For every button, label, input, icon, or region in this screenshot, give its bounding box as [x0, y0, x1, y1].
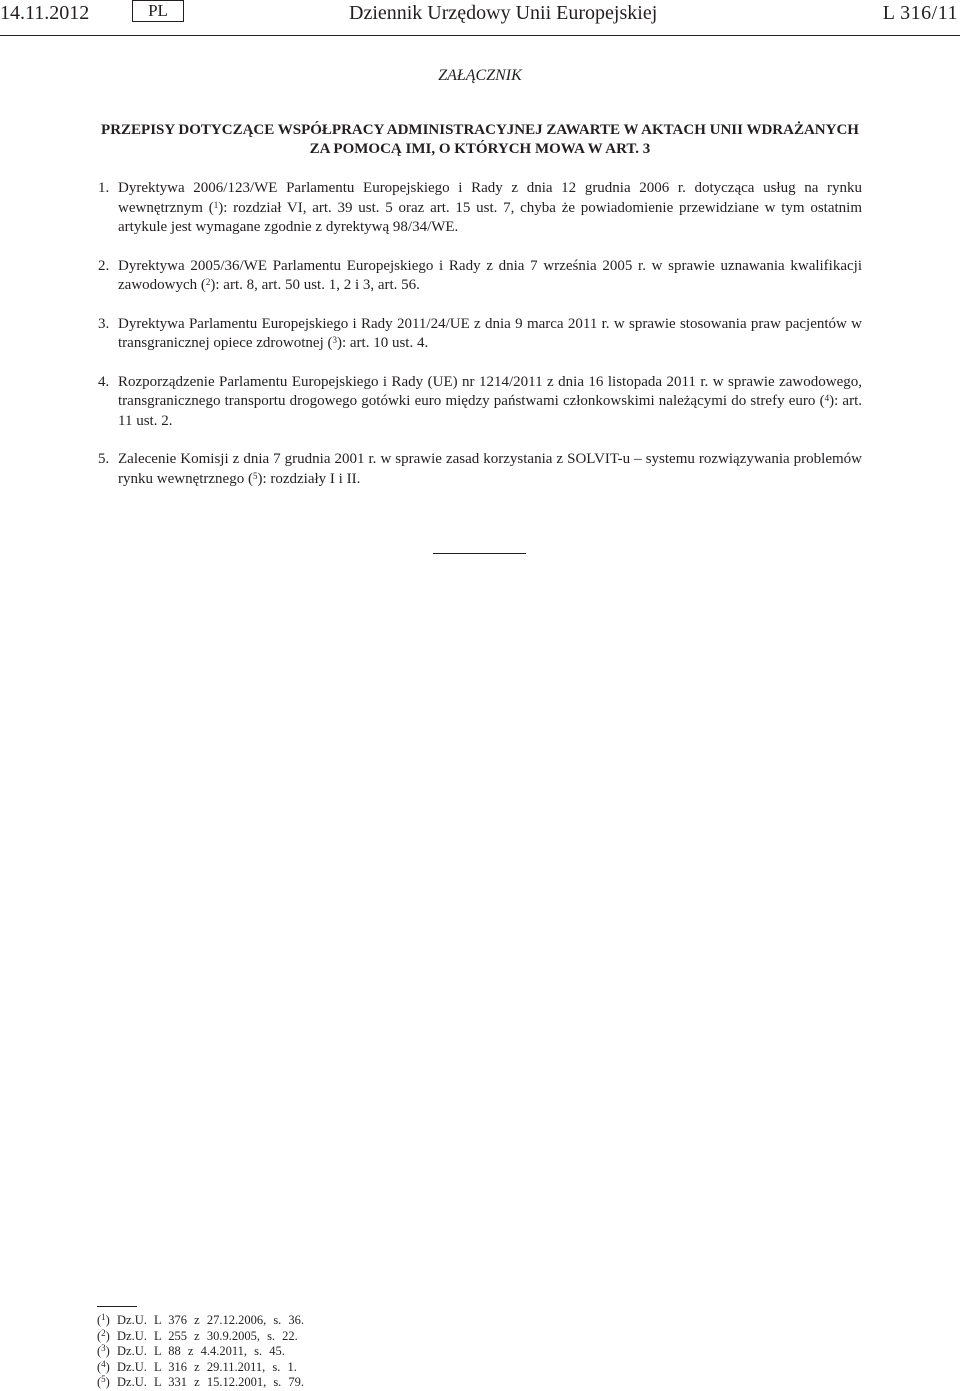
footnote-number: 2	[101, 1327, 106, 1338]
footnote-number: 3	[101, 1343, 106, 1353]
footnote-marker: ($^1$)	[97, 1312, 110, 1327]
item-number: 4.	[98, 373, 110, 390]
footnote-marker: ($^5$)	[97, 1374, 110, 1389]
footnote-text: Dz.U. L 331 z 15.12.2001, s. 79.	[117, 1375, 305, 1389]
list-item	[98, 179, 862, 238]
list-item	[98, 315, 862, 354]
section-separator	[433, 553, 526, 554]
footnote-text: Dz.U. L 316 z 29.11.2011, s. 1.	[117, 1359, 297, 1374]
heading-line-1: PRZEPISY DOTYCZĄCE WSPÓŁPRACY ADMINISTRACYJNEJ ZAWARTE W AKTACH UNII WDRAŻANYCH	[101, 122, 859, 138]
item-text: Dyrektywa 2005/36/WE Parlamentu Europejskiego i Rady z dnia 7 września 2005 r. w sprawie uznawania kwalifikacji zawodowych (	[118, 257, 862, 293]
footnote-marker: ($^2$)	[97, 1327, 110, 1343]
document-heading	[80, 121, 880, 159]
list-item	[98, 257, 862, 296]
item-number: 1.	[98, 180, 110, 196]
publication-date: 14.11.2012	[0, 2, 90, 24]
footnote-marker: ($^4$)	[97, 1358, 110, 1374]
header-divider	[0, 35, 960, 36]
footnote-divider	[97, 1306, 137, 1307]
item-text-continued: ): art. 11 ust. 2.	[118, 393, 863, 429]
footnote-reference[interactable]: 3	[332, 335, 337, 345]
item-text: Zalecenie Komisji z dnia 7 grudnia 2001 r. w sprawie zasad korzystania z SOLVIT-u – systemu rozwiązywania problemów rynku wewnętrznego (	[118, 451, 862, 487]
heading-line-2: ZA POMOCĄ IMI, O KTÓRYCH MOWA W ART. 3	[309, 141, 651, 157]
footnote-reference[interactable]: 1	[213, 199, 219, 210]
footnote	[97, 1313, 304, 1329]
item-text-continued: ): art. 8, art. 50 ust. 1, 2 i 3, art. 56.	[210, 277, 420, 293]
list-item	[98, 373, 862, 432]
footnote-text: Dz.U. L 255 z 30.9.2005, s. 22.	[117, 1328, 298, 1343]
list-item	[98, 450, 862, 489]
item-number: 5.	[98, 451, 110, 467]
footnote-reference[interactable]: 4	[824, 393, 830, 403]
item-text-continued: ): art. 10 ust. 4.	[336, 335, 429, 351]
footnote-number: 5	[101, 1374, 106, 1384]
item-number: 3.	[98, 315, 110, 332]
footnote-reference[interactable]: 5	[252, 470, 258, 481]
item-text-continued: ): rozdział VI, art. 39 ust. 5 oraz art. 15 ust. 7, chyba że powiadomienie przewidziane w tym ostatnim artykule jest wymagane zgodnie z dyrektywą 98/34/WE.	[118, 199, 863, 235]
item-text: Dyrektywa 2006/123/WE Parlamentu Europejskiego i Rady z dnia 12 grudnia 2006 r. dotycząca usług na rynku wewnętrznym (	[118, 180, 862, 216]
page-header	[0, 0, 960, 36]
journal-title: Dziennik Urzędowy Unii Europejskiej	[349, 2, 658, 24]
footnote-reference[interactable]: 2	[205, 277, 211, 287]
footnote	[97, 1344, 304, 1360]
provisions-list	[98, 179, 862, 508]
footnote	[97, 1329, 304, 1345]
item-text: Dyrektywa Parlamentu Europejskiego i Rady 2011/24/UE z dnia 9 marca 2011 r. w sprawie stosowania praw pacjentów w transgranicznej opiece zdrowotnej (	[118, 315, 862, 351]
footnote	[97, 1360, 304, 1376]
footnote	[97, 1375, 304, 1391]
footnote-marker: ($^3$)	[97, 1343, 110, 1358]
language-badge: PL	[132, 0, 184, 22]
footnote-text: Dz.U. L 88 z 4.4.2011, s. 45.	[117, 1344, 285, 1358]
item-text-continued: ): rozdziały I i II.	[257, 470, 361, 487]
annex-title: ZAŁĄCZNIK	[438, 67, 522, 84]
issue-reference: L 316/11	[882, 2, 958, 24]
item-text: Rozporządzenie Parlamentu Europejskiego i Rady (UE) nr 1214/2011 z dnia 16 listopada 2011 r. w sprawie zawodowego, transgranicznego transportu drogowego gotówki euro między państwami członkowskimi należącymi do strefy euro (	[118, 373, 862, 409]
item-number: 2.	[98, 257, 110, 274]
footnotes-list	[97, 1313, 304, 1391]
footnote-number: 4	[101, 1358, 106, 1369]
footnote-number: 1	[101, 1312, 106, 1322]
footnote-text: Dz.U. L 376 z 27.12.2006, s. 36.	[117, 1313, 305, 1327]
